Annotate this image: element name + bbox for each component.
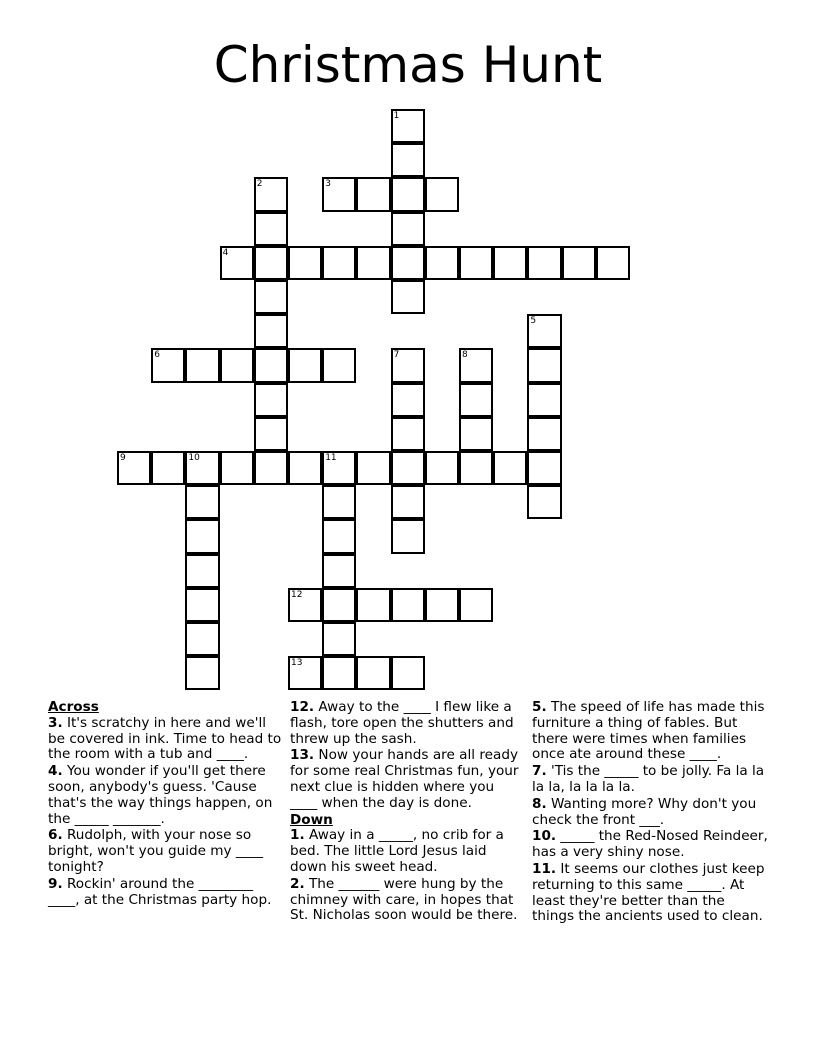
grid-cell[interactable] [356, 246, 390, 280]
clue-text: _____ the Red-Nosed Reindeer, has a very shiny nose. [532, 828, 768, 861]
grid-cell[interactable] [493, 246, 527, 280]
clue-across-4 [48, 764, 282, 827]
grid-cell[interactable] [288, 246, 322, 280]
grid-cell[interactable] [254, 246, 288, 280]
grid-cell[interactable] [425, 588, 459, 622]
grid-cell[interactable] [527, 246, 561, 280]
grid-cell[interactable] [459, 451, 493, 485]
clue-text: Now your hands are all ready for some real Christmas fun, your next clue is hidden where you ____ when the day is done. [290, 747, 519, 811]
clue-across-9 [48, 877, 282, 909]
clue-number: 7. [532, 763, 547, 780]
clue-number: 8. [532, 795, 547, 812]
clue-number: 5. [532, 699, 547, 715]
grid-cell[interactable] [493, 451, 527, 485]
grid-cell[interactable] [254, 212, 288, 246]
puzzle-title: Christmas Hunt [213, 36, 603, 94]
across-header: Across [48, 699, 99, 715]
grid-cell[interactable] [185, 485, 219, 519]
cell-number: 12 [291, 589, 303, 600]
clue-text: Rockin' around the ________ ____, at the Christmas party hop. [48, 875, 272, 908]
clue-across-13 [290, 748, 524, 811]
clues-column-2 [290, 700, 524, 925]
grid-cell[interactable] [596, 246, 630, 280]
grid-cell[interactable] [356, 656, 390, 690]
grid-cell[interactable] [254, 348, 288, 382]
grid-cell[interactable] [391, 280, 425, 314]
clue-down-5 [532, 700, 768, 763]
grid-cell[interactable] [322, 519, 356, 553]
clue-down-8 [532, 797, 768, 829]
cell-number: 1 [393, 111, 400, 121]
clue-text: Away in a _____, no crib for a bed. The little Lord Jesus laid down his sweet head. [290, 827, 504, 875]
clue-number: 10. [532, 828, 557, 845]
grid-cell[interactable] [322, 485, 356, 519]
clue-text: 'Tis the _____ to be jolly. Fa la la la la, la la la la. [532, 763, 765, 795]
grid-cell[interactable] [322, 588, 356, 622]
grid-cell[interactable] [254, 383, 288, 417]
clue-text: Away to the ____ I flew like a flash, tore open the shutters and threw up the sash. [290, 699, 514, 747]
grid-cell[interactable] [322, 622, 356, 656]
grid-cell[interactable] [322, 348, 356, 382]
clue-across-12 [290, 700, 524, 747]
cell-number: 6 [154, 350, 160, 361]
grid-cell[interactable] [459, 588, 493, 622]
grid-cell[interactable] [185, 588, 219, 622]
clue-text: You wonder if you'll get there soon, anybody's guess. 'Cause that's the way things happen, on the _____ _______. [48, 763, 273, 827]
grid-cell[interactable] [151, 451, 185, 485]
clue-text: It seems our clothes just keep returning to this same _____. At least they're better than the things the ancients used to clean. [532, 860, 765, 925]
clue-text: Rudolph, with your nose so bright, won't you guide my ____ tonight? [48, 827, 264, 875]
clue-down-1 [290, 828, 524, 875]
grid-cell[interactable] [391, 485, 425, 519]
clue-number: 11. [532, 860, 557, 877]
grid-cell[interactable] [356, 588, 390, 622]
clue-text: Wanting more? Why don't you check the front ___. [532, 795, 757, 828]
grid-cell[interactable] [459, 383, 493, 417]
clue-down-7 [532, 764, 768, 796]
clue-down-10 [532, 829, 768, 861]
clue-number: 12. [290, 699, 315, 715]
grid-cell[interactable] [391, 417, 425, 451]
grid-cell[interactable] [391, 383, 425, 417]
grid-cell[interactable] [254, 451, 288, 485]
clue-number: 2. [290, 875, 305, 892]
grid-cell[interactable] [254, 314, 288, 348]
grid-cell[interactable] [185, 554, 219, 588]
grid-cell[interactable] [425, 451, 459, 485]
clue-text: It's scratchy in here and we'll be covered in ink. Time to head to the room with a tub and ____. [48, 714, 282, 763]
clue-across-6 [48, 828, 282, 875]
clue-number: 6. [48, 827, 63, 844]
grid-cell[interactable] [356, 177, 390, 211]
clue-text: The speed of life has made this furniture a thing of fables. But there were times when families once ate around these ____. [532, 699, 765, 763]
grid-cell[interactable] [425, 177, 459, 211]
grid-cell[interactable] [527, 348, 561, 382]
cell-number: 3 [325, 179, 331, 190]
grid-cell[interactable] [288, 348, 322, 382]
cell-number: 8 [462, 350, 468, 361]
grid-cell[interactable] [220, 451, 254, 485]
grid-cell[interactable] [459, 246, 493, 280]
cell-number: 10 [188, 453, 200, 463]
grid-cell[interactable] [185, 656, 219, 690]
clue-across-3 [48, 716, 282, 763]
clue-number: 1. [290, 827, 305, 844]
grid-cell[interactable] [425, 246, 459, 280]
grid-cell[interactable] [254, 280, 288, 314]
cell-number: 9 [120, 453, 126, 463]
grid-cell[interactable] [322, 554, 356, 588]
grid-cell[interactable] [391, 588, 425, 622]
grid-cell[interactable] [356, 451, 390, 485]
clue-down-11 [532, 862, 768, 925]
grid-cell[interactable] [391, 177, 425, 211]
cell-number: 5 [530, 316, 537, 327]
grid-cell[interactable] [527, 417, 561, 451]
grid-cell[interactable] [562, 246, 596, 280]
grid-cell[interactable] [254, 417, 288, 451]
clue-number: 3. [48, 714, 63, 731]
grid-cell[interactable] [391, 451, 425, 485]
grid-cell[interactable] [391, 212, 425, 246]
grid-cell[interactable] [185, 622, 219, 656]
cell-number: 2 [256, 179, 263, 190]
clue-down-2 [290, 877, 524, 924]
grid-cell[interactable] [322, 246, 356, 280]
clues-column-3 [532, 700, 768, 926]
grid-cell[interactable] [391, 656, 425, 690]
grid-cell[interactable] [220, 348, 254, 382]
grid-cell[interactable] [527, 485, 561, 519]
grid-cell[interactable] [527, 451, 561, 485]
cell-number: 7 [393, 350, 400, 361]
grid-cell[interactable] [322, 656, 356, 690]
grid-cell[interactable] [391, 143, 425, 177]
clue-number: 13. [290, 747, 315, 764]
cell-number: 11 [325, 453, 337, 463]
cell-number: 4 [222, 247, 229, 258]
grid-cell[interactable] [527, 383, 561, 417]
grid-cell[interactable] [185, 519, 219, 553]
clue-number: 4. [48, 763, 63, 780]
clues-column-1 [48, 700, 282, 909]
grid-cell[interactable] [391, 246, 425, 280]
down-header: Down [290, 811, 333, 828]
cell-number: 13 [291, 658, 303, 669]
grid-cell[interactable] [459, 417, 493, 451]
clue-number: 9. [48, 875, 63, 892]
clue-text: The ______ were hung by the chimney with care, in hopes that St. Nicholas soon would be there. [290, 875, 518, 924]
grid-cell[interactable] [185, 348, 219, 382]
grid-cell[interactable] [288, 451, 322, 485]
grid-cell[interactable] [391, 519, 425, 553]
